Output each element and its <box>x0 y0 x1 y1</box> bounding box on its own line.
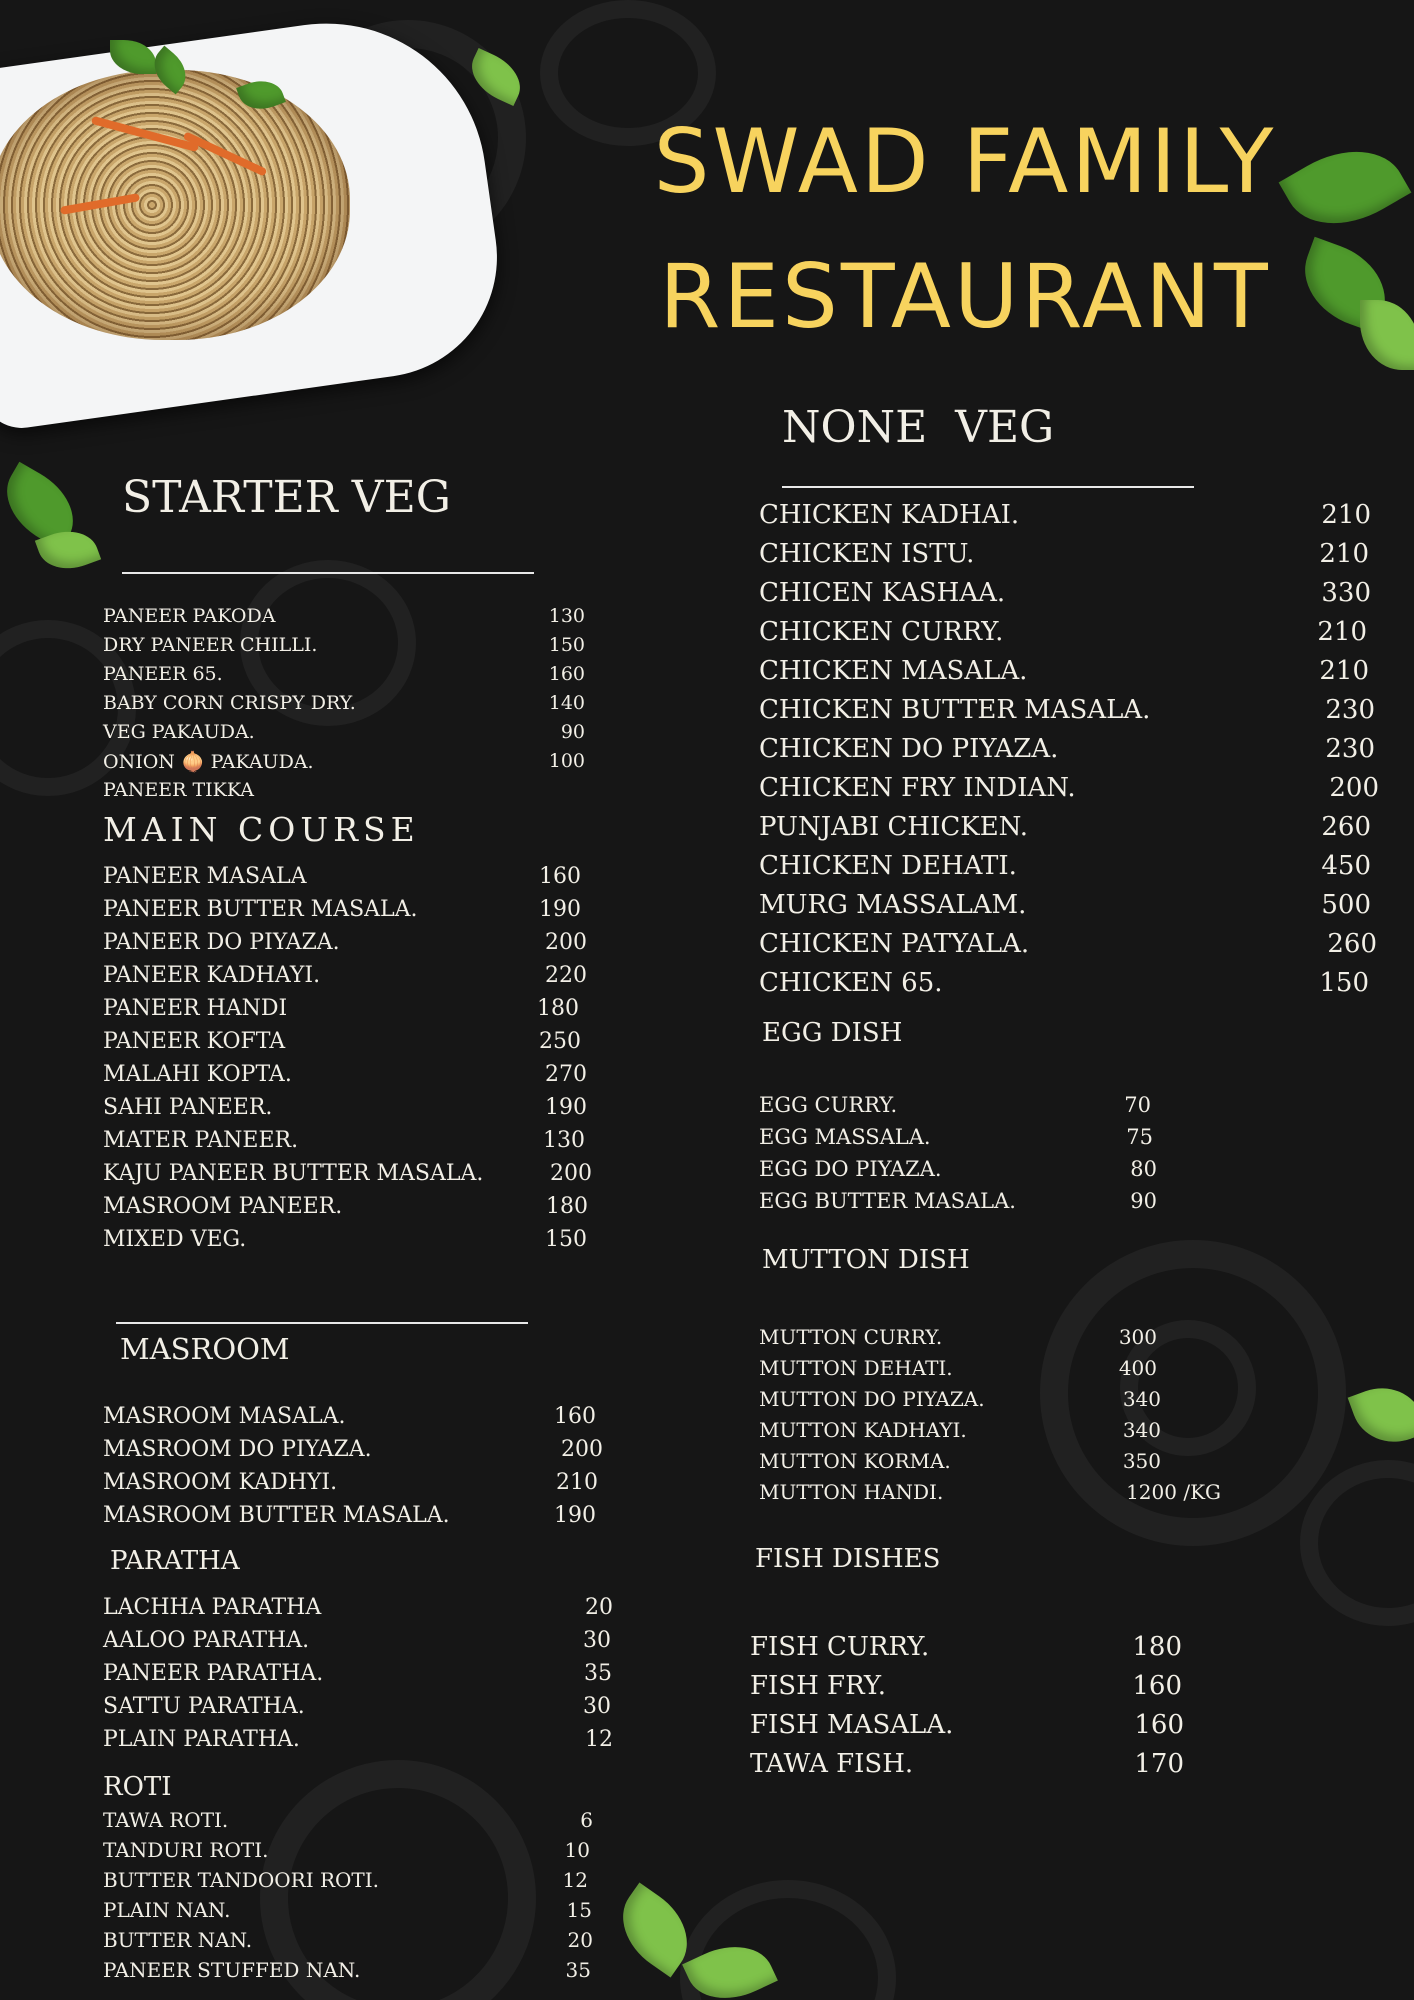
item-price: 210 <box>1319 539 1369 569</box>
item-name: PANEER 65. <box>103 663 223 685</box>
section-divider <box>782 486 1194 488</box>
item-price: 130 <box>543 1128 585 1153</box>
item-name: MASROOM DO PIYAZA. <box>103 1437 372 1462</box>
item-price: 130 <box>548 605 585 627</box>
item-price: 160 <box>554 1404 596 1429</box>
item-price: 330 <box>1321 578 1371 608</box>
item-price: 260 <box>1321 812 1371 842</box>
item-price: 300 <box>1118 1325 1157 1349</box>
item-name: FISH FRY. <box>750 1671 886 1701</box>
item-name: PUNJABI CHICKEN. <box>759 812 1029 842</box>
item-price: 10 <box>564 1838 590 1862</box>
section-heading-starter-veg: STARTER VEG <box>122 472 451 523</box>
item-name: MUTTON CURRY. <box>759 1325 943 1349</box>
item-name: CHICKEN FRY INDIAN. <box>759 773 1076 803</box>
item-price: 30 <box>583 1628 611 1653</box>
item-name: SAHI PANEER. <box>103 1095 273 1120</box>
item-price: 150 <box>545 1227 587 1252</box>
item-name: MUTTON KORMA. <box>759 1449 951 1473</box>
item-price: 210 <box>1319 656 1369 686</box>
item-price: 90 <box>560 721 585 743</box>
item-price: 220 <box>545 963 587 988</box>
item-price: 20 <box>567 1928 593 1952</box>
section-heading-mutton-dish: MUTTON DISH <box>762 1245 970 1275</box>
item-name: CHICKEN KADHAI. <box>759 500 1020 530</box>
section-heading-egg-dish: EGG DISH <box>762 1018 903 1048</box>
item-price: 160 <box>1132 1671 1182 1701</box>
item-price: 12 <box>562 1868 588 1892</box>
item-price: 500 <box>1321 890 1371 920</box>
section-heading-paratha: PARATHA <box>110 1546 240 1576</box>
item-price: 30 <box>583 1694 611 1719</box>
section-heading-masroom: MASROOM <box>120 1332 290 1366</box>
item-name: MALAHI KOPTA. <box>103 1062 292 1087</box>
item-price: 200 <box>1329 773 1379 803</box>
item-name: PANEER KADHAYI. <box>103 963 321 988</box>
item-price: 35 <box>565 1958 591 1982</box>
item-name: TAWA FISH. <box>750 1749 914 1779</box>
item-name: FISH CURRY. <box>750 1632 930 1662</box>
item-price: 12 <box>585 1727 613 1752</box>
item-name: CHICKEN 65. <box>759 968 943 998</box>
item-name: PANEER HANDI <box>103 996 288 1021</box>
item-name: BUTTER TANDOORI ROTI. <box>103 1868 380 1892</box>
item-name: PANEER DO PIYAZA. <box>103 930 340 955</box>
item-name: CHICEN KASHAA. <box>759 578 1006 608</box>
item-price: 70 <box>1124 1093 1151 1117</box>
item-price: 1200 /KG <box>1126 1480 1221 1504</box>
item-name: MATER PANEER. <box>103 1128 299 1153</box>
item-name: CHICKEN DO PIYAZA. <box>759 734 1059 764</box>
section-divider <box>116 1322 528 1324</box>
item-price: 75 <box>1126 1125 1153 1149</box>
item-price: 340 <box>1122 1418 1161 1442</box>
item-name: KAJU PANEER BUTTER MASALA. <box>103 1161 484 1186</box>
section-heading-main-course: MAIN COURSE <box>103 810 420 849</box>
item-price: 90 <box>1130 1189 1157 1213</box>
item-name: CHICKEN DEHATI. <box>759 851 1017 881</box>
item-price: 6 <box>580 1808 593 1832</box>
item-name: CHICKEN BUTTER MASALA. <box>759 695 1151 725</box>
item-name: SATTU PARATHA. <box>103 1694 305 1719</box>
item-name: MASROOM KADHYI. <box>103 1470 338 1495</box>
item-price: 210 <box>556 1470 598 1495</box>
item-price: 200 <box>545 930 587 955</box>
item-name: CHICKEN CURRY. <box>759 617 1004 647</box>
item-name: MURG MASSALAM. <box>759 890 1027 920</box>
item-name: MASROOM PANEER. <box>103 1194 343 1219</box>
item-name: CHICKEN ISTU. <box>759 539 975 569</box>
item-name: PLAIN PARATHA. <box>103 1727 300 1752</box>
item-name: LACHHA PARATHA <box>103 1595 322 1620</box>
item-name: EGG MASSALA. <box>759 1125 931 1149</box>
item-name: PANEER BUTTER MASALA. <box>103 897 418 922</box>
item-name: DRY PANEER CHILLI. <box>103 634 318 656</box>
item-name: MUTTON HANDI. <box>759 1480 944 1504</box>
item-price: 210 <box>1317 617 1367 647</box>
item-name: PANEER STUFFED NAN. <box>103 1958 361 1982</box>
item-price: 190 <box>539 897 581 922</box>
item-name: PANEER PAKODA <box>103 605 276 627</box>
item-name: CHICKEN PATYALA. <box>759 929 1030 959</box>
item-price: 350 <box>1122 1449 1161 1473</box>
item-name: TAWA ROTI. <box>103 1808 229 1832</box>
item-name: MIXED VEG. <box>103 1227 247 1252</box>
item-name: PLAIN NAN. <box>103 1898 231 1922</box>
item-name: FISH MASALA. <box>750 1710 954 1740</box>
item-price: 230 <box>1325 695 1375 725</box>
item-name: EGG DO PIYAZA. <box>759 1157 942 1181</box>
item-price: 270 <box>545 1062 587 1087</box>
item-name: AALOO PARATHA. <box>103 1628 310 1653</box>
item-price: 200 <box>550 1161 592 1186</box>
section-heading-roti: ROTI <box>103 1772 172 1802</box>
item-price: 180 <box>546 1194 588 1219</box>
item-price: 180 <box>537 996 579 1021</box>
item-price: 100 <box>548 750 585 772</box>
item-price: 20 <box>585 1595 613 1620</box>
item-price: 210 <box>1321 500 1371 530</box>
item-name: PANEER TIKKA <box>103 779 254 801</box>
item-price: 160 <box>1134 1710 1184 1740</box>
item-price: 150 <box>548 634 585 656</box>
item-name: BABY CORN CRISPY DRY. <box>103 692 356 714</box>
restaurant-title-line2: RESTAURANT <box>659 245 1271 348</box>
item-price: 180 <box>1132 1632 1182 1662</box>
item-name: MUTTON DO PIYAZA. <box>759 1387 985 1411</box>
item-name: MUTTON KADHAYI. <box>759 1418 967 1442</box>
item-price: 150 <box>1319 968 1369 998</box>
item-name: PANEER MASALA <box>103 864 307 889</box>
item-name: ONION 🧅 PAKAUDA. <box>103 751 314 773</box>
item-name: TANDURI ROTI. <box>103 1838 269 1862</box>
item-price: 250 <box>539 1029 581 1054</box>
item-price: 140 <box>548 692 585 714</box>
section-divider <box>122 572 534 574</box>
item-name: MASROOM BUTTER MASALA. <box>103 1503 450 1528</box>
item-name: PANEER PARATHA. <box>103 1661 324 1686</box>
section-heading-fish-dishes: FISH DISHES <box>755 1544 941 1574</box>
item-price: 80 <box>1130 1157 1157 1181</box>
item-price: 340 <box>1122 1387 1161 1411</box>
item-price: 260 <box>1327 929 1377 959</box>
item-name: BUTTER NAN. <box>103 1928 253 1952</box>
section-heading-none-veg: NONE VEG <box>782 402 1055 453</box>
item-name: EGG CURRY. <box>759 1093 898 1117</box>
item-price: 160 <box>548 663 585 685</box>
item-price: 170 <box>1134 1749 1184 1779</box>
item-price: 160 <box>539 864 581 889</box>
item-name: EGG BUTTER MASALA. <box>759 1189 1016 1213</box>
item-name: MUTTON DEHATI. <box>759 1356 953 1380</box>
item-name: MASROOM MASALA. <box>103 1404 346 1429</box>
item-price: 450 <box>1321 851 1371 881</box>
mint-leaf-icon <box>1348 1376 1414 1454</box>
item-price: 190 <box>554 1503 596 1528</box>
item-price: 190 <box>545 1095 587 1120</box>
item-name: PANEER KOFTA <box>103 1029 286 1054</box>
item-name: VEG PAKAUDA. <box>103 721 255 743</box>
restaurant-title-line1: SWAD FAMILY <box>653 110 1277 213</box>
item-price: 35 <box>584 1661 612 1686</box>
item-price: 230 <box>1325 734 1375 764</box>
item-price: 400 <box>1118 1356 1157 1380</box>
item-price: 15 <box>566 1898 592 1922</box>
item-name: CHICKEN MASALA. <box>759 656 1028 686</box>
mint-leaf-icon <box>1360 300 1414 370</box>
swirl-decor <box>1300 1460 1414 1626</box>
item-price: 200 <box>561 1437 603 1462</box>
